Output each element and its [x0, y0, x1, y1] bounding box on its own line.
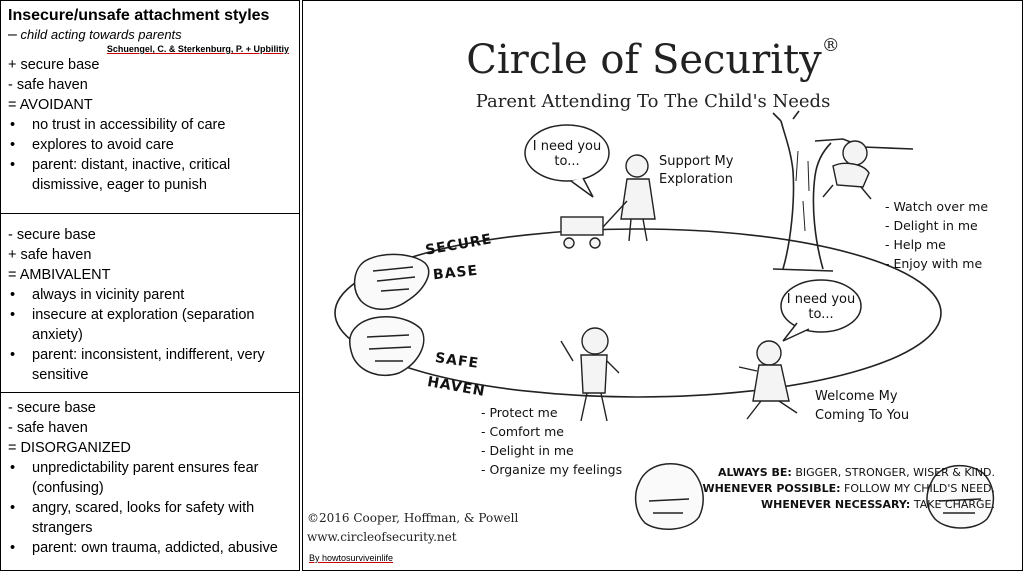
haven-label: HAVEN [426, 374, 487, 400]
watch-item: - Delight in me [885, 218, 978, 233]
panel-subtitle [8, 27, 293, 43]
bullet-item: • no trust in accessibility of care [8, 115, 293, 135]
watch-item: - Enjoy with me [885, 256, 983, 271]
bullet-item: • explores to avoid care [8, 135, 293, 155]
bullet-item: • parent: own trauma, addicted, abusive [8, 538, 293, 558]
subtitle-text: child acting towards parents [20, 27, 182, 42]
rule-key: ALWAYS BE: [718, 466, 792, 479]
attachment-styles-panel [0, 0, 300, 571]
bullet-item: • insecure at exploration (separation anxiety) [8, 305, 293, 345]
rule-key: WHENEVER POSSIBLE: [702, 482, 841, 495]
section-line: - safe haven [8, 420, 88, 436]
rule-text: FOLLOW MY CHILD'S NEED. [844, 482, 995, 495]
ambivalent-section [1, 214, 299, 393]
parenting-rules [695, 465, 995, 513]
subtitle-dash: – [8, 26, 17, 43]
illustration-subtitle: Parent Attending To The Child's Needs [475, 91, 831, 112]
panel-title: Insecure/unsafe attachment styles [8, 7, 270, 24]
section-line: + safe haven [8, 247, 92, 263]
section-line: - safe haven [8, 77, 88, 93]
protect-item: - Organize my feelings [481, 462, 623, 477]
section-line: - secure base [8, 227, 96, 243]
safe-label: SAFE [434, 350, 480, 372]
citation: Schuengel, C. & Sterkenburg, P. + Upbilitiy [106, 44, 289, 54]
rule-line [695, 465, 995, 481]
byline: By howtosurviveinlife [309, 553, 394, 563]
bullet-item: • parent: distant, inactive, critical dismissive, eager to punish [8, 155, 293, 195]
registered-mark: ® [821, 35, 840, 56]
section-style-label: = DISORGANIZED [8, 440, 131, 456]
protect-item: - Protect me [481, 405, 558, 420]
circle-of-security-illustration [302, 0, 1023, 571]
bullet-item: • angry, scared, looks for safety with strangers [8, 498, 293, 538]
bullet-item: • unpredictability parent ensures fear (confusing) [8, 458, 293, 498]
protect-item: - Comfort me [481, 424, 564, 439]
bubble-top-text: I need you to... [532, 139, 602, 169]
rule-text: TAKE CHARGE. [913, 498, 995, 511]
copyright-text: ©2016 Cooper, Hoffman, & Powell [307, 511, 519, 525]
bubble-right-text: I need you to... [786, 292, 856, 322]
welcome-label: Welcome My Coming To You [815, 389, 910, 423]
rule-text: BIGGER, STRONGER, WISER & KIND. [795, 466, 995, 479]
running-girl-drawing [739, 341, 797, 419]
bullet-item: • always in vicinity parent [8, 285, 293, 305]
secure-label: SECURE [424, 231, 494, 259]
section-style-label: = AMBIVALENT [8, 267, 111, 283]
rule-line [695, 481, 995, 497]
protect-item: - Delight in me [481, 443, 574, 458]
section-line: + secure base [8, 57, 100, 73]
base-label: BASE [432, 262, 479, 284]
rule-key: WHENEVER NECESSARY: [760, 498, 911, 511]
illustration-title [303, 37, 1003, 83]
copyright-block [307, 509, 518, 547]
watch-over-list [885, 197, 988, 273]
watch-item: - Help me [885, 237, 946, 252]
left-hands-drawing [350, 254, 429, 375]
title-text: Circle of Security [466, 37, 822, 83]
support-exploration-label: Support My Exploration [659, 154, 734, 187]
avoidant-section [1, 1, 299, 214]
bullet-item: • parent: inconsistent, indifferent, very sensitive [8, 345, 293, 385]
disorganized-section [1, 393, 299, 571]
watch-item: - Watch over me [885, 199, 989, 214]
rule-line [695, 497, 995, 513]
child-in-tree-drawing [823, 141, 871, 199]
protect-list [481, 403, 622, 479]
section-line: - secure base [8, 400, 96, 416]
section-style-label: = AVOIDANT [8, 97, 93, 113]
website-text: www.circleofsecurity.net [307, 530, 457, 544]
